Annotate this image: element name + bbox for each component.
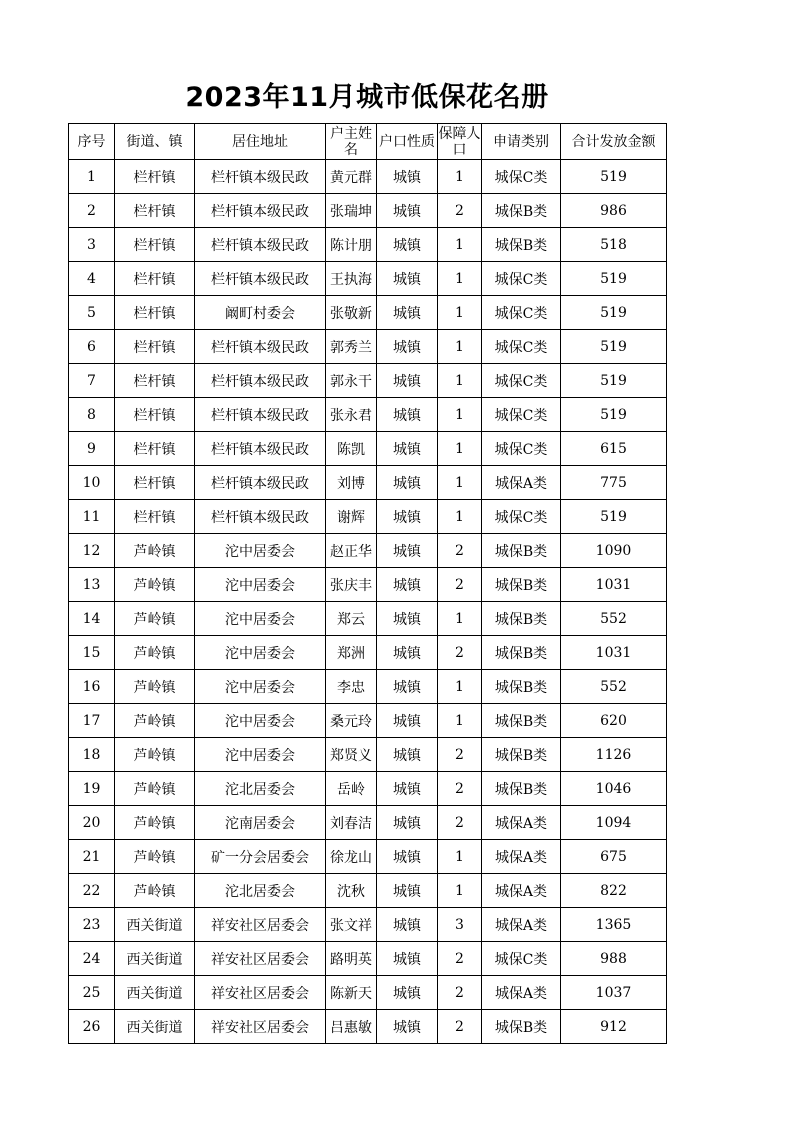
householder-cell: 陈凯 [326, 432, 377, 466]
table-row [69, 330, 667, 364]
covered-persons-cell: 1 [438, 874, 482, 908]
address-cell: 沱中居委会 [195, 704, 326, 738]
table-row [69, 466, 667, 500]
covered-persons-cell: 2 [438, 534, 482, 568]
amount-cell: 519 [561, 500, 667, 534]
hukou-type-cell: 城镇 [377, 602, 438, 636]
category-cell: 城保A类 [482, 806, 561, 840]
serial-cell: 25 [69, 976, 115, 1010]
covered-persons-cell: 1 [438, 160, 482, 194]
table-row [69, 398, 667, 432]
householder-cell: 沈秋 [326, 874, 377, 908]
category-cell: 城保B类 [482, 534, 561, 568]
town-cell: 栏杆镇 [115, 432, 195, 466]
covered-persons-cell: 2 [438, 1010, 482, 1044]
table-row [69, 704, 667, 738]
address-cell: 沱中居委会 [195, 602, 326, 636]
town-cell: 栏杆镇 [115, 466, 195, 500]
hukou-type-cell: 城镇 [377, 228, 438, 262]
amount-cell: 822 [561, 874, 667, 908]
category-cell: 城保C类 [482, 364, 561, 398]
serial-cell: 20 [69, 806, 115, 840]
town-cell: 栏杆镇 [115, 500, 195, 534]
covered-persons-cell: 1 [438, 398, 482, 432]
hukou-type-cell: 城镇 [377, 976, 438, 1010]
hukou-type-cell: 城镇 [377, 942, 438, 976]
hukou-type-cell: 城镇 [377, 874, 438, 908]
table-row [69, 296, 667, 330]
town-cell: 芦岭镇 [115, 840, 195, 874]
serial-cell: 11 [69, 500, 115, 534]
amount-cell: 1094 [561, 806, 667, 840]
serial-cell: 18 [69, 738, 115, 772]
category-cell: 城保A类 [482, 874, 561, 908]
header-cell: 申请类别 [482, 124, 561, 160]
hukou-type-cell: 城镇 [377, 364, 438, 398]
householder-cell: 张庆丰 [326, 568, 377, 602]
town-cell: 芦岭镇 [115, 772, 195, 806]
address-cell: 沱北居委会 [195, 874, 326, 908]
hukou-type-cell: 城镇 [377, 738, 438, 772]
header-cell: 序号 [69, 124, 115, 160]
covered-persons-cell: 1 [438, 704, 482, 738]
address-cell: 栏杆镇本级民政 [195, 262, 326, 296]
category-cell: 城保B类 [482, 194, 561, 228]
serial-cell: 2 [69, 194, 115, 228]
serial-cell: 22 [69, 874, 115, 908]
householder-cell: 赵正华 [326, 534, 377, 568]
covered-persons-cell: 2 [438, 636, 482, 670]
covered-persons-cell: 1 [438, 262, 482, 296]
hukou-type-cell: 城镇 [377, 568, 438, 602]
category-cell: 城保C类 [482, 330, 561, 364]
amount-cell: 519 [561, 330, 667, 364]
covered-persons-cell: 2 [438, 738, 482, 772]
covered-persons-cell: 2 [438, 976, 482, 1010]
serial-cell: 6 [69, 330, 115, 364]
town-cell: 芦岭镇 [115, 636, 195, 670]
category-cell: 城保C类 [482, 942, 561, 976]
address-cell: 栏杆镇本级民政 [195, 160, 326, 194]
town-cell: 芦岭镇 [115, 670, 195, 704]
table-row [69, 738, 667, 772]
covered-persons-cell: 2 [438, 568, 482, 602]
category-cell: 城保B类 [482, 636, 561, 670]
amount-cell: 615 [561, 432, 667, 466]
category-cell: 城保B类 [482, 704, 561, 738]
covered-persons-cell: 1 [438, 500, 482, 534]
category-cell: 城保B类 [482, 602, 561, 636]
amount-cell: 519 [561, 296, 667, 330]
category-cell: 城保B类 [482, 738, 561, 772]
address-cell: 栏杆镇本级民政 [195, 432, 326, 466]
amount-cell: 1037 [561, 976, 667, 1010]
householder-cell: 陈计朋 [326, 228, 377, 262]
address-cell: 栏杆镇本级民政 [195, 330, 326, 364]
address-cell: 沱中居委会 [195, 636, 326, 670]
address-cell: 沱中居委会 [195, 738, 326, 772]
town-cell: 栏杆镇 [115, 262, 195, 296]
table-row [69, 602, 667, 636]
covered-persons-cell: 2 [438, 806, 482, 840]
amount-cell: 775 [561, 466, 667, 500]
address-cell: 祥安社区居委会 [195, 976, 326, 1010]
covered-persons-cell: 3 [438, 908, 482, 942]
header-cell: 街道、镇 [115, 124, 195, 160]
covered-persons-cell: 2 [438, 772, 482, 806]
town-cell: 栏杆镇 [115, 296, 195, 330]
town-cell: 芦岭镇 [115, 568, 195, 602]
householder-cell: 郑云 [326, 602, 377, 636]
covered-persons-cell: 1 [438, 432, 482, 466]
householder-cell: 张文祥 [326, 908, 377, 942]
table-row [69, 534, 667, 568]
roster-table [68, 123, 667, 1044]
covered-persons-cell: 1 [438, 364, 482, 398]
address-cell: 沱中居委会 [195, 534, 326, 568]
householder-cell: 谢辉 [326, 500, 377, 534]
town-cell: 西关街道 [115, 908, 195, 942]
amount-cell: 519 [561, 262, 667, 296]
category-cell: 城保C类 [482, 500, 561, 534]
hukou-type-cell: 城镇 [377, 194, 438, 228]
header-row [69, 124, 667, 160]
serial-cell: 21 [69, 840, 115, 874]
table-row [69, 568, 667, 602]
town-cell: 芦岭镇 [115, 534, 195, 568]
hukou-type-cell: 城镇 [377, 432, 438, 466]
category-cell: 城保C类 [482, 398, 561, 432]
hukou-type-cell: 城镇 [377, 806, 438, 840]
town-cell: 栏杆镇 [115, 398, 195, 432]
table-row [69, 262, 667, 296]
town-cell: 芦岭镇 [115, 602, 195, 636]
category-cell: 城保C类 [482, 262, 561, 296]
table-row [69, 840, 667, 874]
serial-cell: 19 [69, 772, 115, 806]
serial-cell: 10 [69, 466, 115, 500]
amount-cell: 1031 [561, 636, 667, 670]
town-cell: 栏杆镇 [115, 364, 195, 398]
address-cell: 祥安社区居委会 [195, 1010, 326, 1044]
town-cell: 栏杆镇 [115, 330, 195, 364]
householder-cell: 岳岭 [326, 772, 377, 806]
town-cell: 栏杆镇 [115, 194, 195, 228]
category-cell: 城保C类 [482, 160, 561, 194]
address-cell: 祥安社区居委会 [195, 908, 326, 942]
amount-cell: 519 [561, 364, 667, 398]
householder-cell: 张敬新 [326, 296, 377, 330]
covered-persons-cell: 1 [438, 296, 482, 330]
town-cell: 芦岭镇 [115, 738, 195, 772]
document-title: 2023年11月城市低保花名册 [185, 82, 549, 113]
hukou-type-cell: 城镇 [377, 160, 438, 194]
amount-cell: 1090 [561, 534, 667, 568]
serial-cell: 24 [69, 942, 115, 976]
serial-cell: 1 [69, 160, 115, 194]
town-cell: 栏杆镇 [115, 160, 195, 194]
address-cell: 沱北居委会 [195, 772, 326, 806]
table-row [69, 772, 667, 806]
amount-cell: 1126 [561, 738, 667, 772]
table-row [69, 908, 667, 942]
householder-cell: 徐龙山 [326, 840, 377, 874]
householder-cell: 李忠 [326, 670, 377, 704]
householder-cell: 郑洲 [326, 636, 377, 670]
category-cell: 城保C类 [482, 296, 561, 330]
address-cell: 栏杆镇本级民政 [195, 364, 326, 398]
category-cell: 城保B类 [482, 772, 561, 806]
covered-persons-cell: 1 [438, 840, 482, 874]
serial-cell: 14 [69, 602, 115, 636]
category-cell: 城保C类 [482, 432, 561, 466]
householder-cell: 黄元群 [326, 160, 377, 194]
householder-cell: 刘春洁 [326, 806, 377, 840]
hukou-type-cell: 城镇 [377, 330, 438, 364]
serial-cell: 15 [69, 636, 115, 670]
serial-cell: 16 [69, 670, 115, 704]
town-cell: 芦岭镇 [115, 704, 195, 738]
town-cell: 西关街道 [115, 976, 195, 1010]
serial-cell: 26 [69, 1010, 115, 1044]
table-row [69, 364, 667, 398]
hukou-type-cell: 城镇 [377, 704, 438, 738]
hukou-type-cell: 城镇 [377, 296, 438, 330]
serial-cell: 4 [69, 262, 115, 296]
amount-cell: 519 [561, 160, 667, 194]
householder-cell: 刘博 [326, 466, 377, 500]
table-row [69, 432, 667, 466]
hukou-type-cell: 城镇 [377, 466, 438, 500]
category-cell: 城保A类 [482, 840, 561, 874]
householder-cell: 张瑞坤 [326, 194, 377, 228]
amount-cell: 986 [561, 194, 667, 228]
address-cell: 栏杆镇本级民政 [195, 398, 326, 432]
address-cell: 沱中居委会 [195, 568, 326, 602]
amount-cell: 912 [561, 1010, 667, 1044]
householder-cell: 郑贤义 [326, 738, 377, 772]
covered-persons-cell: 1 [438, 670, 482, 704]
serial-cell: 8 [69, 398, 115, 432]
table-row [69, 160, 667, 194]
covered-persons-cell: 1 [438, 228, 482, 262]
category-cell: 城保A类 [482, 466, 561, 500]
householder-cell: 张永君 [326, 398, 377, 432]
header-cell: 居住地址 [195, 124, 326, 160]
table-row [69, 1010, 667, 1044]
serial-cell: 17 [69, 704, 115, 738]
hukou-type-cell: 城镇 [377, 670, 438, 704]
serial-cell: 7 [69, 364, 115, 398]
serial-cell: 3 [69, 228, 115, 262]
amount-cell: 519 [561, 398, 667, 432]
address-cell: 阚町村委会 [195, 296, 326, 330]
table-row [69, 976, 667, 1010]
serial-cell: 13 [69, 568, 115, 602]
hukou-type-cell: 城镇 [377, 840, 438, 874]
householder-cell: 王执海 [326, 262, 377, 296]
hukou-type-cell: 城镇 [377, 772, 438, 806]
town-cell: 西关街道 [115, 942, 195, 976]
address-cell: 栏杆镇本级民政 [195, 466, 326, 500]
amount-cell: 675 [561, 840, 667, 874]
serial-cell: 12 [69, 534, 115, 568]
address-cell: 沱中居委会 [195, 670, 326, 704]
amount-cell: 552 [561, 602, 667, 636]
table-row [69, 670, 667, 704]
table-row [69, 806, 667, 840]
householder-cell: 吕惠敏 [326, 1010, 377, 1044]
table-row [69, 874, 667, 908]
hukou-type-cell: 城镇 [377, 534, 438, 568]
table-row [69, 636, 667, 670]
householder-cell: 路明英 [326, 942, 377, 976]
covered-persons-cell: 1 [438, 466, 482, 500]
address-cell: 栏杆镇本级民政 [195, 500, 326, 534]
amount-cell: 518 [561, 228, 667, 262]
householder-cell: 郭秀兰 [326, 330, 377, 364]
hukou-type-cell: 城镇 [377, 908, 438, 942]
header-cell: 户口性质 [377, 124, 438, 160]
table-row [69, 500, 667, 534]
hukou-type-cell: 城镇 [377, 262, 438, 296]
table-row [69, 942, 667, 976]
category-cell: 城保A类 [482, 976, 561, 1010]
householder-cell: 郭永干 [326, 364, 377, 398]
category-cell: 城保B类 [482, 670, 561, 704]
covered-persons-cell: 2 [438, 942, 482, 976]
householder-cell: 陈新天 [326, 976, 377, 1010]
category-cell: 城保A类 [482, 908, 561, 942]
roster-body [69, 160, 667, 1044]
town-cell: 芦岭镇 [115, 874, 195, 908]
address-cell: 栏杆镇本级民政 [195, 228, 326, 262]
town-cell: 芦岭镇 [115, 806, 195, 840]
category-cell: 城保B类 [482, 1010, 561, 1044]
category-cell: 城保B类 [482, 568, 561, 602]
header-cell: 合计发放金额 [561, 124, 667, 160]
covered-persons-cell: 2 [438, 194, 482, 228]
amount-cell: 620 [561, 704, 667, 738]
amount-cell: 988 [561, 942, 667, 976]
header-cell: 保障人口 [438, 125, 481, 158]
householder-cell: 桑元玲 [326, 704, 377, 738]
address-cell: 栏杆镇本级民政 [195, 194, 326, 228]
town-cell: 栏杆镇 [115, 228, 195, 262]
hukou-type-cell: 城镇 [377, 636, 438, 670]
hukou-type-cell: 城镇 [377, 1010, 438, 1044]
address-cell: 祥安社区居委会 [195, 942, 326, 976]
table-row [69, 194, 667, 228]
serial-cell: 5 [69, 296, 115, 330]
hukou-type-cell: 城镇 [377, 500, 438, 534]
amount-cell: 552 [561, 670, 667, 704]
address-cell: 沱南居委会 [195, 806, 326, 840]
amount-cell: 1031 [561, 568, 667, 602]
covered-persons-cell: 1 [438, 330, 482, 364]
hukou-type-cell: 城镇 [377, 398, 438, 432]
serial-cell: 9 [69, 432, 115, 466]
header-cell: 户主姓名 [326, 124, 377, 160]
category-cell: 城保B类 [482, 228, 561, 262]
covered-persons-cell: 1 [438, 602, 482, 636]
serial-cell: 23 [69, 908, 115, 942]
amount-cell: 1046 [561, 772, 667, 806]
amount-cell: 1365 [561, 908, 667, 942]
town-cell: 西关街道 [115, 1010, 195, 1044]
table-row [69, 228, 667, 262]
address-cell: 矿一分会居委会 [195, 840, 326, 874]
